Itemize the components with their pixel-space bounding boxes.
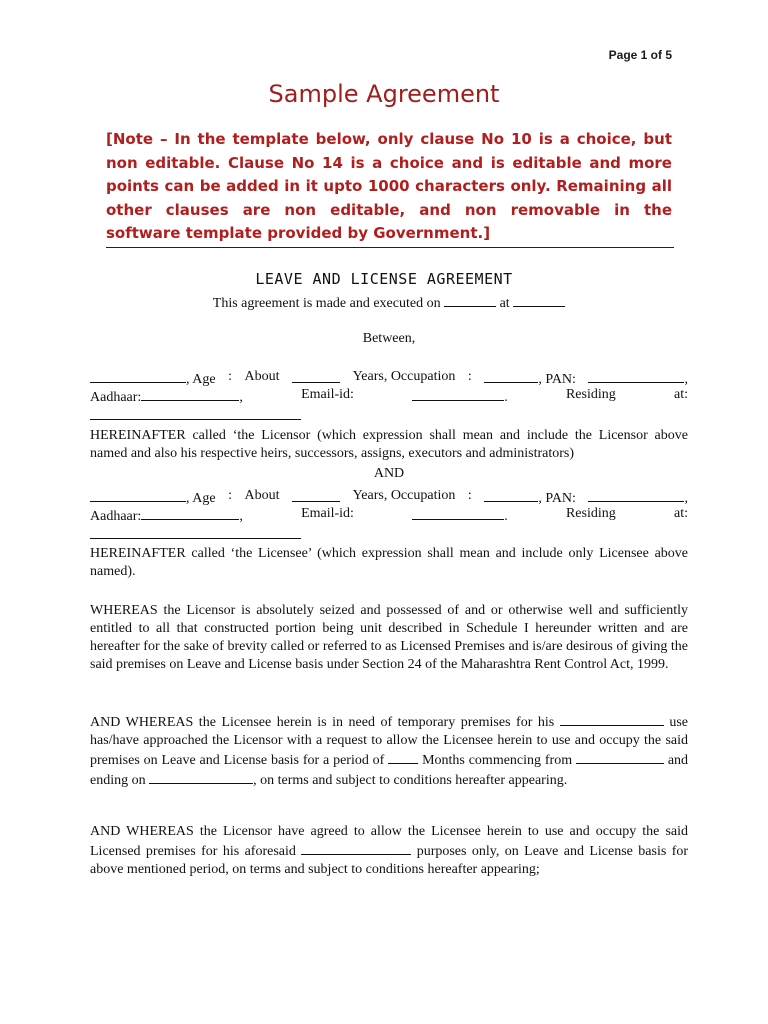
licensee-line-1: , Age : About Years, Occupation : , PAN: , <box>90 488 688 507</box>
agreement-heading: LEAVE AND LICENSE AGREEMENT <box>255 270 513 288</box>
whereas-paragraph-2: AND WHEREAS the Licensee herein is in need of temporary premises for his use has/have approached the Licensor with a request to allow the Licensee herein to use and occupy the said premises on Leave and License basis for a period of Months commencing from and ending on , on terms and subject to conditions hereafter appearing. <box>90 712 688 790</box>
licensee-paragraph: HEREINAFTER called ‘the Licensee’ (which expression shall mean and include only Licensee above named). <box>90 546 688 579</box>
licensor-line-1: , Age : About Years, Occupation : , PAN: , <box>90 369 688 388</box>
place-blank <box>513 293 565 307</box>
address-blank <box>90 419 301 420</box>
made-on-line: This agreement is made and executed on at <box>90 293 688 312</box>
divider <box>106 247 674 248</box>
and-label: AND <box>373 466 405 481</box>
licensor-paragraph: HEREINAFTER called ‘the Licensor (which expression shall mean and include the Licensor above named and also his respective heirs, successors, assigns, executors and administrators) <box>90 428 688 461</box>
template-note: [Note – In the template below, only clause No 10 is a choice, but non editable. Clause No 14 is a choice and is editable and more points can be added in it upto 1000 characters only. Remaining all other clauses are non editable, and non removable in the software template provided by Government.] <box>106 130 672 242</box>
whereas-paragraph-3: AND WHEREAS the Licensor have agreed to allow the Licensee herein to use and occupy the said Licensed premises for his aforesaid purposes only, on Leave and License basis for above mentioned period, on terms and subject to conditions hereafter appearing; <box>90 824 689 877</box>
document-title: Sample Agreement <box>268 80 500 108</box>
whereas-paragraph-1: WHEREAS the Licensor is absolutely seized and possessed of and or otherwise well and sufficiently entitled to all that constructed portion being unit described in Schedule I hereunder written and are hereafter for the sake of brevity called or referred to as Licensed Premises and is/are desirous of giving the said premises on Leave and License basis under Section 24 of the Maharashtra Rent Control Act, 1999. <box>90 603 688 672</box>
licensee-line-2: Aadhaar: , Email-id: . Residing at: <box>90 506 688 524</box>
licensor-line-2: Aadhaar: , Email-id: . Residing at: <box>90 387 688 405</box>
date-blank <box>444 293 496 307</box>
page-number: Page 1 of 5 <box>608 48 672 62</box>
address-blank <box>90 538 301 539</box>
between-label: Between, <box>362 331 416 346</box>
